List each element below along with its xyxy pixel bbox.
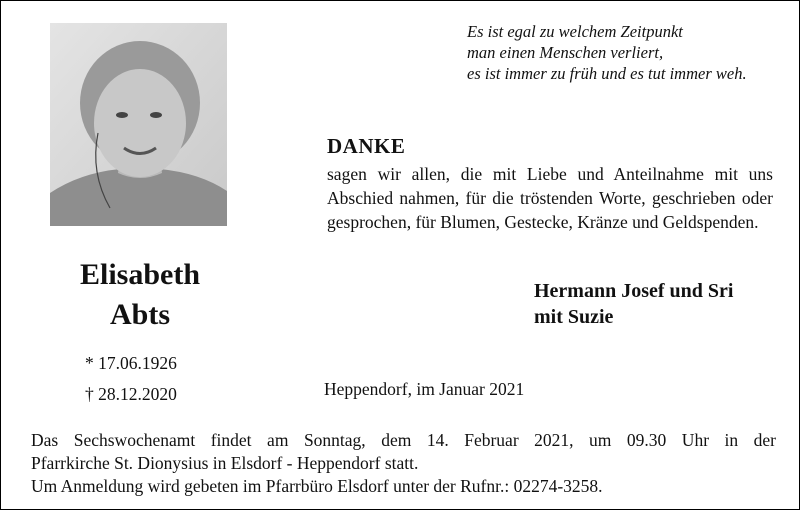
notice-line: Pfarrkirche St. Dionysius in Elsdorf - Heppendorf statt.: [31, 453, 419, 473]
notice-line: Das Sechswochenamt findet am Sonntag, dem 14. Februar 2021, um 09.30 Uhr in der: [31, 430, 776, 450]
signer-line: Hermann Josef und Sri: [534, 280, 734, 302]
portrait-image: [50, 23, 227, 226]
place-date: Heppendorf, im Januar 2021: [324, 379, 525, 399]
first-name: Elisabeth: [79, 258, 201, 291]
last-name: Abts: [109, 298, 170, 331]
death-date: † 28.12.2020: [85, 384, 177, 404]
signer-line: mit Suzie: [534, 306, 614, 328]
signers: [534, 278, 733, 330]
memorial-quote: [467, 21, 787, 84]
portrait-photo: [50, 23, 227, 226]
deceased-name: [31, 255, 249, 335]
quote-line: man einen Menschen verliert,: [467, 43, 664, 62]
quote-line: Es ist egal zu welchem Zeitpunkt: [467, 22, 683, 41]
life-dates: [85, 348, 177, 410]
quote-line: es ist immer zu früh und es tut immer weh.: [467, 64, 747, 83]
thanks-text: sagen wir allen, die mit Liebe und Anteilnahme mit uns Abschied nahmen, für die tröstenden Worte, geschrieben oder gesprochen, für Blumen, Gestecke, Kränze und Geldspenden.: [327, 164, 773, 232]
birth-date: * 17.06.1926: [85, 353, 177, 373]
thanks-title: DANKE: [327, 134, 406, 158]
service-notice: [31, 429, 776, 498]
notice-line: Um Anmeldung wird gebeten im Pfarrbüro Elsdorf unter der Rufnr.: 02274-3258.: [31, 476, 603, 496]
